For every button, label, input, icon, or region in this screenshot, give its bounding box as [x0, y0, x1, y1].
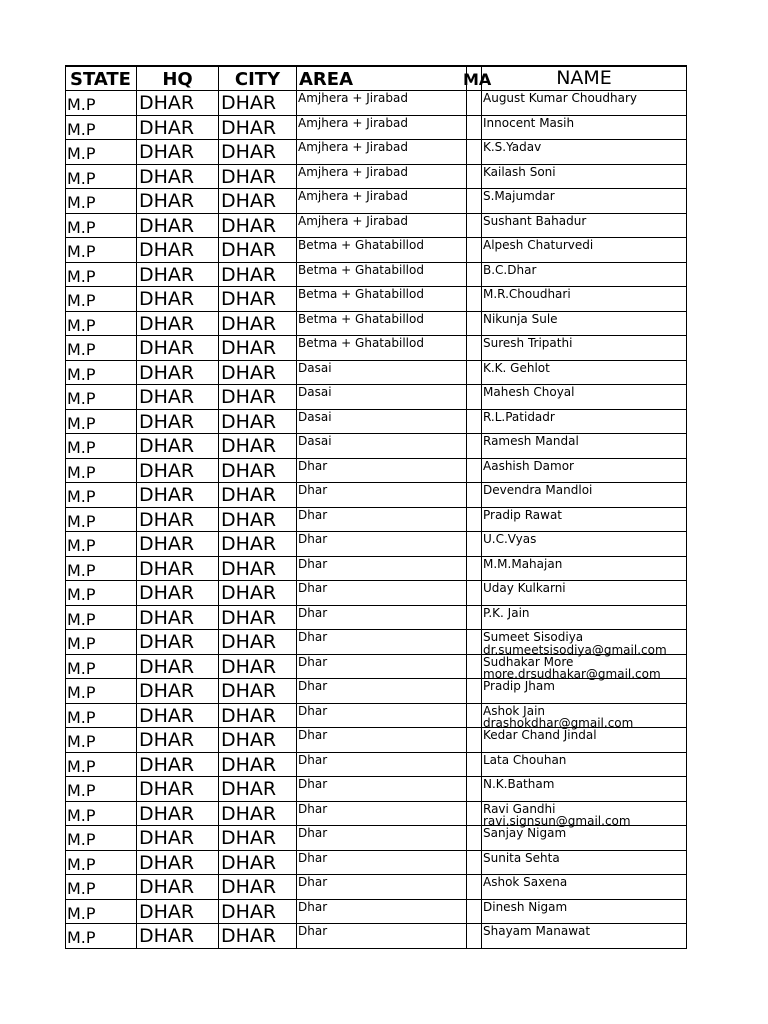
- cell-truncated-column: [466, 287, 481, 311]
- cell-truncated-column: [466, 924, 481, 948]
- person-name: Shayam Manawat: [483, 924, 591, 938]
- cell-area: Amjhera + Jirabad: [296, 165, 466, 189]
- person-name: Sumeet Sisodiya: [483, 630, 584, 644]
- cell-area: Betma + Ghatabillod: [296, 238, 466, 262]
- person-name: Sunita Sehta: [483, 850, 560, 865]
- cell-city: DHAR: [218, 826, 296, 850]
- cell-state: M.P: [65, 165, 136, 189]
- cell-name: [481, 826, 687, 850]
- cell-state: M.P: [65, 287, 136, 311]
- cell-name: [481, 655, 687, 679]
- cell-state: M.P: [65, 679, 136, 703]
- table-row: [65, 287, 687, 312]
- cell-name: [481, 336, 687, 360]
- cell-area: Betma + Ghatabillod: [296, 312, 466, 336]
- person-name: Kailash Soni: [483, 164, 556, 179]
- table-row: [65, 532, 687, 557]
- cell-name: [481, 385, 687, 409]
- person-name: U.C.Vyas: [483, 532, 537, 546]
- cell-area: Betma + Ghatabillod: [296, 336, 466, 360]
- person-name: K.K. Gehlot: [483, 360, 550, 375]
- cell-area: Dhar: [296, 581, 466, 605]
- table-row: [65, 630, 687, 655]
- cell-area: Betma + Ghatabillod: [296, 263, 466, 287]
- cell-state: M.P: [65, 924, 136, 948]
- cell-city: DHAR: [218, 753, 296, 777]
- table-row: [65, 312, 687, 337]
- cell-area: Dhar: [296, 532, 466, 556]
- cell-state: M.P: [65, 753, 136, 777]
- person-name: Suresh Tripathi: [483, 336, 573, 350]
- table-row: [65, 728, 687, 753]
- cell-state: M.P: [65, 557, 136, 581]
- table-row: [65, 655, 687, 680]
- cell-truncated-column: [466, 410, 481, 434]
- table-body: [65, 91, 687, 949]
- cell-area: Amjhera + Jirabad: [296, 189, 466, 213]
- cell-state: M.P: [65, 777, 136, 801]
- cell-truncated-column: [466, 336, 481, 360]
- cell-name: [481, 777, 687, 801]
- table-row: [65, 900, 687, 925]
- cell-hq: DHAR: [136, 557, 218, 581]
- cell-city: DHAR: [218, 630, 296, 654]
- table-row: [65, 434, 687, 459]
- table-row: [65, 875, 687, 900]
- cell-city: DHAR: [218, 802, 296, 826]
- table-row: [65, 826, 687, 851]
- cell-hq: DHAR: [136, 385, 218, 409]
- cell-state: M.P: [65, 140, 136, 164]
- person-name: August Kumar Choudhary: [483, 91, 638, 105]
- cell-name: [481, 532, 687, 556]
- cell-truncated-column: [466, 557, 481, 581]
- person-email: drashokdhar@gmail.com: [483, 716, 634, 730]
- header-state: STATE: [65, 67, 136, 90]
- cell-name: [481, 287, 687, 311]
- header-truncated-column: MA: [466, 67, 481, 90]
- cell-hq: DHAR: [136, 410, 218, 434]
- cell-city: DHAR: [218, 410, 296, 434]
- cell-area: Dhar: [296, 459, 466, 483]
- cell-area: Dhar: [296, 704, 466, 728]
- cell-city: DHAR: [218, 483, 296, 507]
- cell-state: M.P: [65, 630, 136, 654]
- cell-name: [481, 214, 687, 238]
- cell-city: DHAR: [218, 777, 296, 801]
- person-name: Ashok Jain: [483, 703, 546, 718]
- cell-state: M.P: [65, 116, 136, 140]
- cell-state: M.P: [65, 581, 136, 605]
- table-row: [65, 361, 687, 386]
- cell-hq: DHAR: [136, 189, 218, 213]
- cell-truncated-column: [466, 679, 481, 703]
- person-name: K.S.Yadav: [483, 140, 542, 154]
- cell-name: [481, 875, 687, 899]
- cell-city: DHAR: [218, 875, 296, 899]
- cell-state: M.P: [65, 802, 136, 826]
- person-name: Ashok Saxena: [483, 875, 568, 889]
- cell-name: [481, 606, 687, 630]
- cell-hq: DHAR: [136, 116, 218, 140]
- cell-truncated-column: [466, 508, 481, 532]
- header-hq: HQ: [136, 67, 218, 90]
- cell-truncated-column: [466, 802, 481, 826]
- cell-state: M.P: [65, 483, 136, 507]
- cell-truncated-column: [466, 91, 481, 115]
- cell-name: [481, 630, 687, 657]
- cell-name: [481, 704, 687, 728]
- cell-name: [481, 140, 687, 164]
- cell-hq: DHAR: [136, 238, 218, 262]
- cell-area: Dhar: [296, 557, 466, 581]
- table-row: [65, 459, 687, 484]
- cell-city: DHAR: [218, 459, 296, 483]
- cell-truncated-column: [466, 900, 481, 924]
- table-row: [65, 91, 687, 116]
- person-name: Ravi Gandhi: [483, 801, 556, 816]
- cell-hq: DHAR: [136, 802, 218, 826]
- cell-state: M.P: [65, 189, 136, 213]
- cell-hq: DHAR: [136, 777, 218, 801]
- cell-area: Dhar: [296, 875, 466, 899]
- cell-state: M.P: [65, 238, 136, 262]
- cell-city: DHAR: [218, 140, 296, 164]
- person-email: dr.sumeetsisodiya@gmail.com: [483, 642, 667, 657]
- cell-city: DHAR: [218, 165, 296, 189]
- cell-city: DHAR: [218, 704, 296, 728]
- cell-area: Dhar: [296, 483, 466, 507]
- cell-city: DHAR: [218, 361, 296, 385]
- cell-name: [481, 557, 687, 581]
- header-row: [65, 65, 687, 91]
- cell-city: DHAR: [218, 312, 296, 336]
- header-name: NAME: [481, 67, 687, 90]
- cell-state: M.P: [65, 336, 136, 360]
- cell-name: [481, 900, 687, 924]
- cell-city: DHAR: [218, 238, 296, 262]
- cell-truncated-column: [466, 777, 481, 801]
- cell-hq: DHAR: [136, 434, 218, 458]
- cell-state: M.P: [65, 900, 136, 924]
- cell-name: [481, 459, 687, 483]
- cell-city: DHAR: [218, 189, 296, 213]
- cell-truncated-column: [466, 655, 481, 679]
- table-row: [65, 557, 687, 582]
- table-row: [65, 679, 687, 704]
- table-row: [65, 116, 687, 141]
- cell-name: [481, 728, 687, 752]
- cell-name: [481, 679, 687, 703]
- cell-area: Dhar: [296, 777, 466, 801]
- table-row: [65, 581, 687, 606]
- cell-area: Amjhera + Jirabad: [296, 91, 466, 115]
- cell-area: Dhar: [296, 655, 466, 679]
- table-row: [65, 189, 687, 214]
- cell-truncated-column: [466, 483, 481, 507]
- person-email: ravi.signsun@gmail.com: [483, 814, 631, 828]
- cell-city: DHAR: [218, 581, 296, 605]
- person-name: Kedar Chand Jindal: [483, 728, 597, 742]
- table-row: [65, 508, 687, 533]
- cell-area: Dhar: [296, 924, 466, 948]
- cell-hq: DHAR: [136, 508, 218, 532]
- cell-name: [481, 851, 687, 875]
- table-row: [65, 483, 687, 508]
- cell-city: DHAR: [218, 728, 296, 752]
- table-row: [65, 238, 687, 263]
- cell-area: Betma + Ghatabillod: [296, 287, 466, 311]
- person-name: Alpesh Chaturvedi: [483, 238, 594, 252]
- header-area: AREA: [296, 67, 466, 90]
- table-row: [65, 336, 687, 361]
- cell-hq: DHAR: [136, 165, 218, 189]
- cell-state: M.P: [65, 826, 136, 850]
- table-row: [65, 263, 687, 288]
- cell-hq: DHAR: [136, 606, 218, 630]
- cell-area: Amjhera + Jirabad: [296, 214, 466, 238]
- table-row: [65, 802, 687, 827]
- table-row: [65, 851, 687, 876]
- cell-area: Dhar: [296, 606, 466, 630]
- person-name: Sushant Bahadur: [483, 213, 587, 228]
- cell-truncated-column: [466, 263, 481, 287]
- cell-state: M.P: [65, 410, 136, 434]
- cell-truncated-column: [466, 875, 481, 899]
- cell-area: Dhar: [296, 900, 466, 924]
- cell-hq: DHAR: [136, 91, 218, 115]
- cell-area: Dasai: [296, 385, 466, 409]
- cell-city: DHAR: [218, 385, 296, 409]
- cell-area: Dhar: [296, 508, 466, 532]
- cell-truncated-column: [466, 434, 481, 458]
- person-name: Pradip Jham: [483, 679, 555, 693]
- person-name: P.K. Jain: [483, 605, 530, 620]
- cell-area: Dhar: [296, 753, 466, 777]
- cell-truncated-column: [466, 312, 481, 336]
- cell-area: Amjhera + Jirabad: [296, 140, 466, 164]
- person-name: R.L.Patidadr: [483, 409, 555, 424]
- cell-hq: DHAR: [136, 312, 218, 336]
- table-row: [65, 606, 687, 631]
- cell-hq: DHAR: [136, 483, 218, 507]
- cell-state: M.P: [65, 851, 136, 875]
- cell-city: DHAR: [218, 655, 296, 679]
- cell-name: [481, 581, 687, 605]
- cell-state: M.P: [65, 312, 136, 336]
- spreadsheet-table: [65, 65, 687, 949]
- cell-area: Dhar: [296, 802, 466, 826]
- cell-area: Dhar: [296, 630, 466, 654]
- cell-hq: DHAR: [136, 140, 218, 164]
- cell-area: Dhar: [296, 826, 466, 850]
- cell-name: [481, 508, 687, 532]
- person-name: Lata Chouhan: [483, 752, 567, 767]
- cell-city: DHAR: [218, 214, 296, 238]
- cell-area: Dhar: [296, 851, 466, 875]
- cell-state: M.P: [65, 875, 136, 899]
- table-row: [65, 385, 687, 410]
- cell-truncated-column: [466, 753, 481, 777]
- cell-city: DHAR: [218, 924, 296, 948]
- cell-state: M.P: [65, 655, 136, 679]
- cell-city: DHAR: [218, 606, 296, 630]
- cell-area: Dhar: [296, 728, 466, 752]
- cell-city: DHAR: [218, 851, 296, 875]
- cell-city: DHAR: [218, 434, 296, 458]
- cell-area: Dasai: [296, 434, 466, 458]
- cell-truncated-column: [466, 361, 481, 385]
- cell-state: M.P: [65, 508, 136, 532]
- cell-truncated-column: [466, 851, 481, 875]
- cell-area: Amjhera + Jirabad: [296, 116, 466, 140]
- cell-city: DHAR: [218, 287, 296, 311]
- cell-name: [481, 165, 687, 189]
- cell-name: [481, 312, 687, 336]
- person-name: M.R.Choudhari: [483, 287, 571, 301]
- cell-area: Dasai: [296, 361, 466, 385]
- table-row: [65, 777, 687, 802]
- cell-state: M.P: [65, 434, 136, 458]
- cell-city: DHAR: [218, 557, 296, 581]
- cell-hq: DHAR: [136, 851, 218, 875]
- cell-name: [481, 238, 687, 262]
- person-name: Innocent Masih: [483, 115, 575, 130]
- header-city: CITY: [218, 67, 296, 90]
- cell-truncated-column: [466, 606, 481, 630]
- person-name: Aashish Damor: [483, 458, 574, 473]
- cell-city: DHAR: [218, 532, 296, 556]
- cell-name: [481, 434, 687, 458]
- cell-hq: DHAR: [136, 826, 218, 850]
- cell-state: M.P: [65, 214, 136, 238]
- person-name: Mahesh Choyal: [483, 385, 575, 399]
- cell-state: M.P: [65, 606, 136, 630]
- cell-area: Dhar: [296, 679, 466, 703]
- cell-state: M.P: [65, 532, 136, 556]
- cell-state: M.P: [65, 459, 136, 483]
- cell-hq: DHAR: [136, 655, 218, 679]
- person-name: N.K.Batham: [483, 777, 555, 791]
- cell-city: DHAR: [218, 263, 296, 287]
- cell-truncated-column: [466, 385, 481, 409]
- cell-truncated-column: [466, 165, 481, 189]
- cell-state: M.P: [65, 728, 136, 752]
- person-email: more.drsudhakar@gmail.com: [483, 667, 661, 681]
- cell-city: DHAR: [218, 900, 296, 924]
- table-row: [65, 165, 687, 190]
- cell-name: [481, 263, 687, 287]
- table-row: [65, 753, 687, 778]
- cell-city: DHAR: [218, 508, 296, 532]
- person-name: Ramesh Mandal: [483, 434, 579, 448]
- cell-hq: DHAR: [136, 900, 218, 924]
- cell-truncated-column: [466, 459, 481, 483]
- person-name: M.M.Mahajan: [483, 556, 563, 571]
- cell-name: [481, 924, 687, 948]
- table-row: [65, 140, 687, 165]
- cell-hq: DHAR: [136, 679, 218, 703]
- cell-city: DHAR: [218, 116, 296, 140]
- cell-truncated-column: [466, 630, 481, 654]
- cell-name: [481, 483, 687, 507]
- cell-truncated-column: [466, 704, 481, 728]
- cell-name: [481, 410, 687, 434]
- cell-state: M.P: [65, 385, 136, 409]
- cell-hq: DHAR: [136, 336, 218, 360]
- cell-state: M.P: [65, 263, 136, 287]
- cell-truncated-column: [466, 214, 481, 238]
- person-name: S.Majumdar: [483, 189, 555, 203]
- cell-truncated-column: [466, 826, 481, 850]
- table-row: [65, 214, 687, 239]
- person-name: Nikunja Sule: [483, 311, 558, 326]
- person-name: Sanjay Nigam: [483, 826, 567, 840]
- cell-hq: DHAR: [136, 728, 218, 752]
- cell-name: [481, 91, 687, 115]
- cell-name: [481, 361, 687, 385]
- cell-name: [481, 802, 687, 826]
- cell-hq: DHAR: [136, 214, 218, 238]
- cell-hq: DHAR: [136, 924, 218, 948]
- person-name: Uday Kulkarni: [483, 581, 566, 595]
- cell-name: [481, 753, 687, 777]
- cell-truncated-column: [466, 238, 481, 262]
- cell-city: DHAR: [218, 336, 296, 360]
- cell-state: M.P: [65, 704, 136, 728]
- person-name: Devendra Mandloi: [483, 483, 593, 497]
- cell-hq: DHAR: [136, 459, 218, 483]
- cell-truncated-column: [466, 581, 481, 605]
- cell-truncated-column: [466, 116, 481, 140]
- table-row: [65, 704, 687, 729]
- cell-hq: DHAR: [136, 361, 218, 385]
- cell-truncated-column: [466, 140, 481, 164]
- cell-name: [481, 189, 687, 213]
- cell-name: [481, 116, 687, 140]
- cell-hq: DHAR: [136, 753, 218, 777]
- cell-state: M.P: [65, 91, 136, 115]
- cell-area: Dasai: [296, 410, 466, 434]
- cell-hq: DHAR: [136, 532, 218, 556]
- table-row: [65, 924, 687, 949]
- person-name: Sudhakar More: [483, 654, 574, 669]
- cell-state: M.P: [65, 361, 136, 385]
- cell-hq: DHAR: [136, 263, 218, 287]
- cell-hq: DHAR: [136, 630, 218, 654]
- cell-hq: DHAR: [136, 875, 218, 899]
- person-name: Dinesh Nigam: [483, 899, 568, 914]
- cell-city: DHAR: [218, 679, 296, 703]
- table-row: [65, 410, 687, 435]
- person-name: B.C.Dhar: [483, 262, 537, 277]
- person-name: Pradip Rawat: [483, 507, 562, 522]
- cell-truncated-column: [466, 728, 481, 752]
- cell-hq: DHAR: [136, 581, 218, 605]
- cell-truncated-column: [466, 189, 481, 213]
- cell-hq: DHAR: [136, 287, 218, 311]
- cell-hq: DHAR: [136, 704, 218, 728]
- cell-truncated-column: [466, 532, 481, 556]
- cell-city: DHAR: [218, 91, 296, 115]
